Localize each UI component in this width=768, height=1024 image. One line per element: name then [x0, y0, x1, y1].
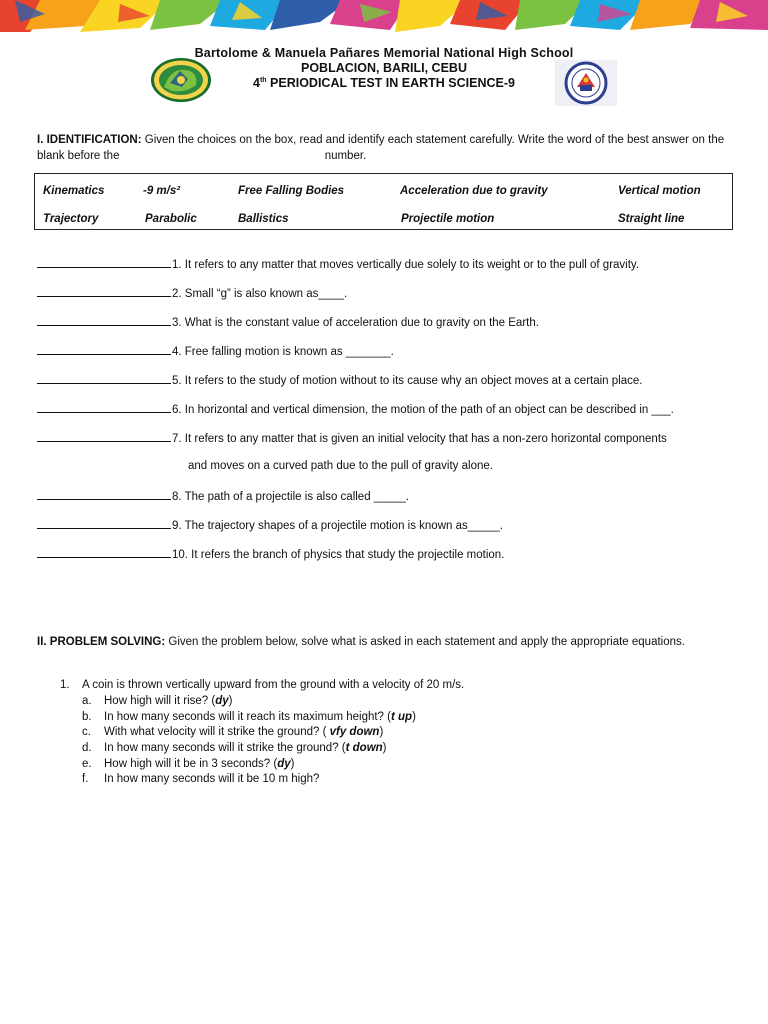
question-4	[37, 344, 394, 358]
question-3	[37, 315, 539, 329]
section1-instruction-end: number.	[324, 150, 367, 162]
question-text: 9. The trajectory shapes of a projectile motion is known as_____.	[172, 520, 503, 532]
question-5	[37, 373, 642, 387]
question-9	[37, 518, 503, 532]
question-text: 1. It refers to any matter that moves vertically due solely to its weight or to the pull of gravity.	[172, 259, 640, 271]
answer-blank[interactable]	[37, 402, 171, 413]
test-title-text: PERIODICAL TEST IN EARTH SCIENCE-9	[266, 76, 515, 90]
identification-instructions	[37, 132, 727, 164]
choice-item: Ballistics	[238, 213, 289, 225]
section1-label: I. IDENTIFICATION:	[37, 134, 142, 146]
question-text: 2. Small “g” is also known as____.	[172, 288, 348, 300]
answer-blank[interactable]	[37, 286, 171, 297]
question-text: 4. Free falling motion is known as _______.	[172, 346, 394, 358]
choice-item: Acceleration due to gravity	[400, 185, 548, 197]
school-name: Bartolome & Manuela Pañares Memorial National High School	[194, 46, 574, 60]
subquestion-variable: dy	[215, 695, 229, 707]
problem-text: A coin is thrown vertically upward from the ground with a velocity of 20 m/s.	[82, 679, 465, 691]
question-text: 10. It refers the branch of physics that study the projectile motion.	[172, 549, 505, 561]
subquestion-a	[82, 695, 232, 707]
subquestion-end: )	[379, 726, 384, 738]
question-2	[37, 286, 347, 300]
subquestion-letter: c.	[82, 726, 91, 738]
question-7	[37, 431, 667, 445]
question-1	[37, 257, 639, 271]
subquestion-d	[82, 742, 387, 754]
subquestion-letter: f.	[82, 773, 89, 785]
subquestion-letter: b.	[82, 711, 92, 723]
subquestion-letter: e.	[82, 758, 92, 770]
subquestion-text: With what velocity will it strike the ground? (	[104, 726, 330, 738]
test-title	[0, 76, 768, 90]
subquestion-e	[82, 758, 295, 770]
question-text: 7. It refers to any matter that is given an initial velocity that has a non-zero horizontal components	[172, 433, 667, 445]
subquestion-f	[82, 773, 319, 785]
answer-blank[interactable]	[37, 431, 171, 442]
subquestion-end: )	[228, 695, 233, 707]
question-text: 3. What is the constant value of acceleration due to gravity on the Earth.	[172, 317, 539, 329]
question-text: 8. The path of a projectile is also called _____.	[172, 491, 409, 503]
subquestion-letter: d.	[82, 742, 92, 754]
answer-blank[interactable]	[37, 257, 171, 268]
decorative-banner	[0, 0, 768, 32]
subquestion-variable: t up	[390, 711, 413, 723]
subquestion-text: In how many seconds will it be 10 m high?	[104, 773, 320, 785]
problem-1	[60, 679, 464, 691]
answer-blank[interactable]	[37, 315, 171, 326]
answer-blank[interactable]	[37, 344, 171, 355]
document-header	[0, 46, 768, 90]
subquestion-b	[82, 711, 416, 723]
subquestion-end: )	[382, 742, 387, 754]
test-title-ordinal: th	[259, 76, 267, 84]
subquestion-text: In how many seconds will it strike the ground? (	[104, 742, 346, 754]
problem-number: 1.	[60, 679, 70, 691]
subquestion-text: How high will it rise? (	[104, 695, 216, 707]
choice-item: Straight line	[618, 213, 685, 225]
choice-item: Kinematics	[43, 185, 105, 197]
choice-item: Parabolic	[145, 213, 197, 225]
question-6	[37, 402, 674, 416]
subquestion-text: How high will it be in 3 seconds? (	[104, 758, 278, 770]
subquestion-letter: a.	[82, 695, 92, 707]
subquestion-text: In how many seconds will it reach its maximum height? (	[104, 711, 391, 723]
answer-blank[interactable]	[37, 547, 171, 558]
subquestion-variable: dy	[277, 758, 291, 770]
school-address: POBLACION, BARILI, CEBU	[301, 61, 467, 75]
question-8	[37, 489, 409, 503]
choice-item: -9 m/s²	[143, 185, 181, 197]
subquestion-c	[82, 726, 383, 738]
question-10	[37, 547, 504, 561]
choice-item: Vertical motion	[618, 185, 701, 197]
test-title-number: 4	[253, 76, 260, 90]
answer-blank[interactable]	[37, 373, 171, 384]
section1-instruction: Given the choices on the box, read and identify each statement carefully. Write the word of the best answer on the blank before the	[37, 134, 725, 162]
choice-item: Projectile motion	[401, 213, 495, 225]
problem-solving-instructions	[37, 634, 727, 650]
answer-blank[interactable]	[37, 518, 171, 529]
school-seal-logo	[150, 57, 212, 103]
subquestion-variable: vfy down	[329, 726, 380, 738]
choice-item: Trajectory	[43, 213, 99, 225]
answer-blank[interactable]	[37, 489, 171, 500]
question-text: 5. It refers to the study of motion without to its cause why an object moves at a certain place.	[172, 375, 643, 387]
subquestion-end: )	[412, 711, 416, 723]
choices-box	[34, 173, 733, 230]
section2-label: II. PROBLEM SOLVING:	[37, 636, 166, 648]
deped-seal-logo	[555, 60, 617, 106]
choice-item: Free Falling Bodies	[238, 185, 345, 197]
question-7-continued: and moves on a curved path due to the pull of gravity alone.	[188, 460, 493, 472]
question-text: 6. In horizontal and vertical dimension, the motion of the path of an object can be described in ___.	[172, 404, 674, 416]
subquestion-variable: t down	[345, 742, 383, 754]
subquestion-end: )	[290, 758, 295, 770]
section2-instruction: Given the problem below, solve what is asked in each statement and apply the appropriate equations.	[165, 636, 685, 648]
